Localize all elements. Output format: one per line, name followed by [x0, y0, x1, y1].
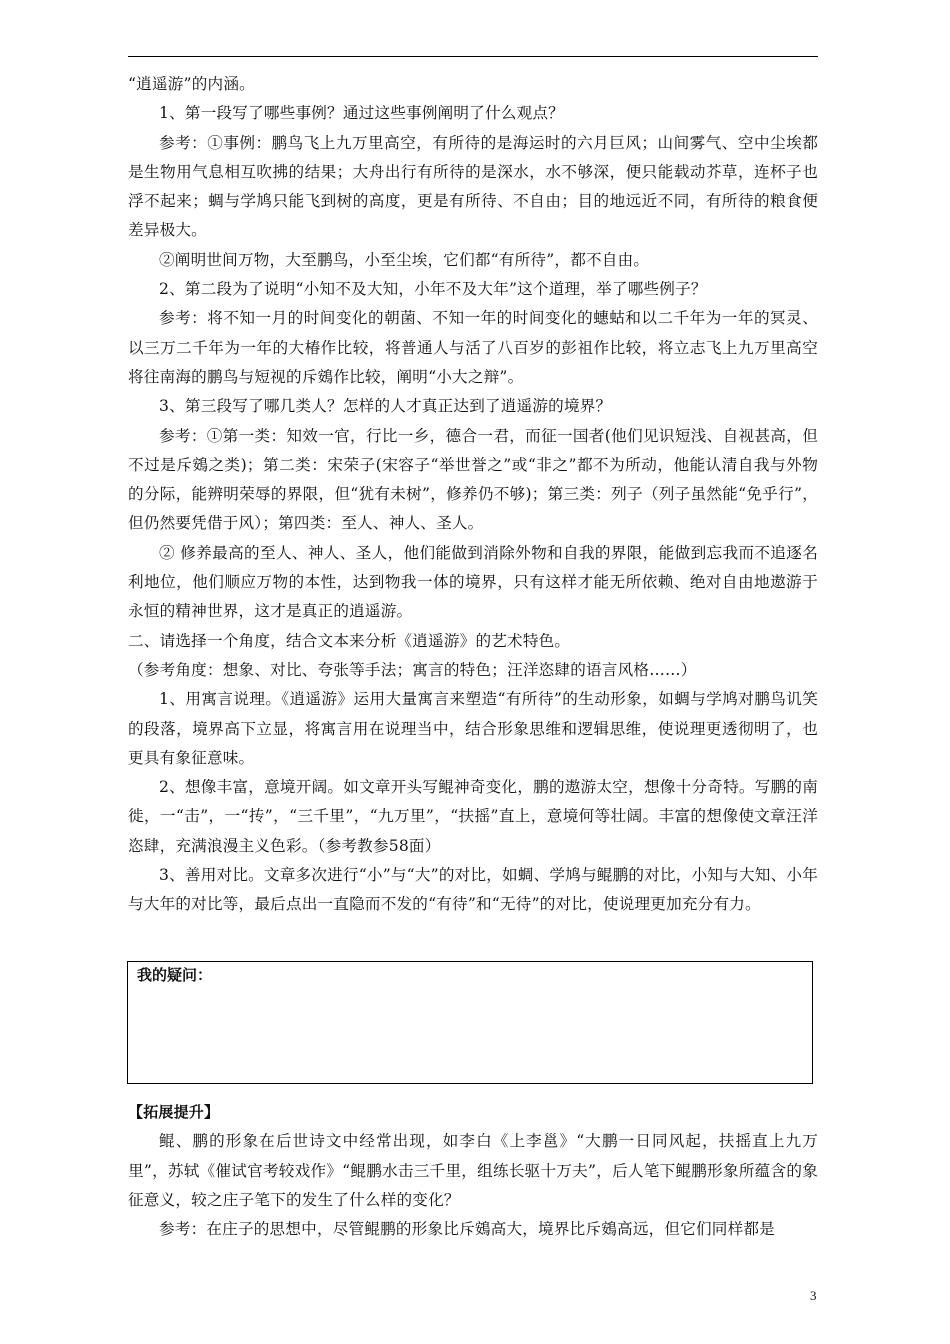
question-2: 2、第二段为了说明“小知不及大知，小年不及大年”这个道理，举了哪些例子？: [159, 280, 707, 299]
paragraph: “逍遥游”的内涵。: [128, 75, 255, 93]
feature-1: 1、用寓言说理。《逍遥游》运用大量寓言来塑造“有所待”的生动形象，如蜩与学鸠对鹏鸟讥笑的段落，境界高下立显，将寓言用在说理当中，结合形象思维和逻辑思维，使说理更透彻明了，也更具有象征意味。: [128, 690, 818, 767]
extension-question: 鲲、鹏的形象在后世诗文中经常出现，如李白《上李邕》“大鹏一日同风起，扶摇直上九万里”，苏轼《催试官考较戏作》“鲲鹏水击三千里，组练长驱十万夫”，后人笔下鲲鹏形象所蕴含的象征意义，较之庄子笔下的发生了什么样的变化？: [128, 1132, 818, 1209]
my-question-box[interactable]: [127, 961, 813, 1084]
feature-2: 2、想像丰富，意境开阔。如文章开头写鲲神奇变化，鹏的遨游太空，想像十分奇特。写鹏的南徙，一“击”，一“抟”，“三千里”，“九万里”，“扶摇”直上，意境何等壮阔。丰富的想像使文章汪洋恣肆，充满浪漫主义色彩。（参考教参58面）: [128, 778, 818, 855]
section-two-heading: 二、请选择一个角度，结合文本来分析《逍遥游》的艺术特色。: [128, 631, 571, 650]
feature-3: 3、善用对比。文章多次进行“小”与“大”的对比，如蜩、学鸠与鲲鹏的对比，小知与大知、小年与大年的对比等，最后点出一直隐而不发的“有待”和“无待”的对比，使说理更加充分有力。: [128, 866, 818, 914]
my-question-label: 我的疑问：: [137, 966, 213, 984]
main-text: [128, 70, 818, 920]
answer-2: 参考：将不知一月的时间变化的朝菌、不知一年的时间变化的蟪蛄和以二千年为一年的冥灵、以三万二千年为一年的大椿作比较，将普通人与活了八百岁的彭祖作比较，将立志飞上九万里高空将往南海的鹏鸟与短视的斥鴳作比较，阐明“小大之辩”。: [128, 309, 818, 386]
extension-section: [128, 1098, 818, 1244]
question-1: 1、第一段写了哪些事例？通过这些事例阐明了什么观点？: [159, 104, 564, 123]
answer-3-highest: ② 修养最高的至人、神人、圣人，他们能做到消除外物和自我的界限，能做到忘我而不追逐名利地位，他们顺应万物的本性，达到物我一体的境界，只有这样才能无所依赖、绝对自由地遨游于永恒的精神世界，这才是真正的逍遥游。: [128, 543, 818, 621]
extension-title: 【拓展提升】: [128, 1103, 220, 1121]
answer-3-categories: 参考：①第一类：知效一官，行比一乡，德合一君，而征一国者(他们见识短浅、自视甚高，但不过是斥鴳之类)；第二类：宋荣子(宋容子“举世誉之”或“非之”都不为所动，他能认清自我与外物的分际，能辨明荣辱的界限，但“犹有未树”，修养仍不够)；第三类：列子（列子虽然能“免乎行”，但仍然要凭借于风）；第四类：至人、神人、圣人。: [128, 426, 818, 533]
page-number: 3: [810, 1288, 817, 1303]
extension-answer: 参考：在庄子的思想中，尽管鲲鹏的形象比斥鴳高大，境界比斥鴳高远，但它们同样都是: [159, 1220, 775, 1239]
answer-1-examples: 参考：①事例：鹏鸟飞上九万里高空，有所待的是海运时的六月巨风；山间雾气、空中尘埃都是生物用气息相互吹拂的结果；大舟出行有所待的是深水，水不够深，便只能载动芥草，连杯子也浮不起来；蜩与学鸠只能飞到树的高度，更是有所待、不自由；目的地远近不同，有所待的粮食便差异极大。: [128, 133, 818, 240]
header-rule: [128, 56, 818, 57]
answer-1-viewpoint: ②阐明世间万物，大至鹏鸟，小至尘埃，它们都“有所待”，都不自由。: [159, 250, 650, 269]
question-3: 3、第三段写了哪几类人？怎样的人才真正达到了逍遥游的境界？: [159, 397, 612, 416]
section-two-hint: （参考角度：想象、对比、夸张等手法；寓言的特色；汪洋恣肆的语言风格……）: [128, 660, 697, 679]
